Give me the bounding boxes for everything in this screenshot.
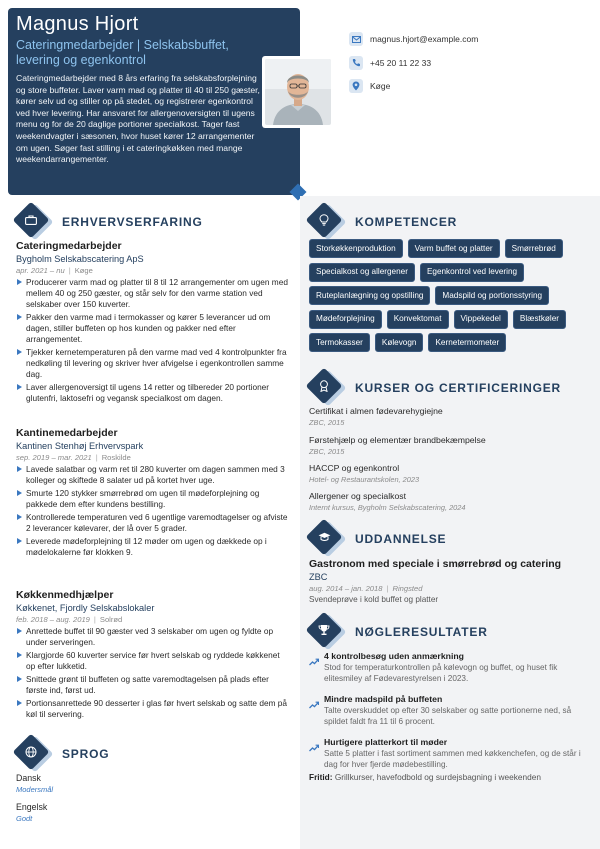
section-heading-education xyxy=(311,524,446,554)
course-entry xyxy=(309,435,591,457)
achievement-description: Satte 5 platter i fast sortiment sammen med køkkenchefen, og de står i dag for hver fjerde mødebestilling. xyxy=(324,749,581,769)
section-title-experience: ERHVERVSERFARING xyxy=(62,215,203,229)
achievement-title: 4 kontrolbesøg uden anmærkning xyxy=(324,651,464,661)
course-entry xyxy=(309,463,591,485)
section-heading-skills xyxy=(311,207,457,237)
job-bullet: Smurte 120 stykker smørrebrød om ugen til mødeforplejning og pakkede dem efter kundens bestilling. xyxy=(16,488,288,510)
education-dates: aug. 2014 – jan. 2018 xyxy=(309,584,383,593)
skills-tag-list xyxy=(309,239,591,357)
education-location: Ringsted xyxy=(392,584,423,593)
candidate-name: Magnus Hjort xyxy=(16,13,139,35)
job-dates: sep. 2019 – mar. 2021 xyxy=(16,453,92,462)
job-bullet: Pakker den varme mad i termokasser og kører 5 leverancer ud om dagen, stiller buffeten op hos kunden og pakker ned efter arrangementet. xyxy=(16,312,288,345)
phone-text: +45 20 11 22 33 xyxy=(370,57,432,68)
job-location: Roskilde xyxy=(101,453,131,462)
section-title-languages: SPROG xyxy=(62,747,110,761)
skill-tag: Mødeforplejning xyxy=(309,310,382,329)
skill-tag: Varm buffet og platter xyxy=(408,239,500,258)
job-company: Bygholm Selskabscatering ApS xyxy=(16,254,144,264)
skill-tag: Specialkost og allergener xyxy=(309,263,415,282)
course-org: ZBC, 2015 xyxy=(309,447,345,456)
job-entry xyxy=(16,427,288,560)
job-title: Cateringmedarbejder xyxy=(16,240,122,252)
contact-location xyxy=(349,79,478,93)
course-name: Førstehjælp og elementær brandbekæmpelse xyxy=(309,435,486,445)
language-name: Engelsk xyxy=(16,802,48,812)
contact-email[interactable] xyxy=(349,32,478,46)
job-bullet: Tjekker kernetemperaturen på den varme mad ved 4 kontrolpunkter fra nedkøling til levering og skriver hver afvigelse i egenkontrollen samme dag. xyxy=(16,347,288,380)
achievement-entry xyxy=(309,651,591,684)
trend-up-icon xyxy=(309,653,319,661)
course-org: Internt kursus, Bygholm Selskabscatering, 2024 xyxy=(309,503,466,512)
skill-tag: Storkøkkenproduktion xyxy=(309,239,403,258)
skill-tag: Kernetermometer xyxy=(428,333,506,352)
job-company: Kantinen Stenhøj Erhvervspark xyxy=(16,441,144,451)
job-bullet: Snittede grønt til buffeten og satte varemodtagelsen på plads efter første ind, først ud. xyxy=(16,674,288,696)
job-bullet: Klargjorde 60 kuverter service før hvert selskab og ryddede køkkenet op efter lukketid. xyxy=(16,650,288,672)
skill-tag: Termokasser xyxy=(309,333,370,352)
free-time-label: Fritid: xyxy=(309,772,333,782)
graduation-cap-icon xyxy=(316,529,332,545)
envelope-icon xyxy=(349,32,363,46)
skill-tag: Konvektomat xyxy=(387,310,449,329)
location-pin-icon xyxy=(349,79,363,93)
section-heading-achievements xyxy=(311,617,488,647)
job-title: Køkkenmedhjælper xyxy=(16,589,114,601)
trophy-icon xyxy=(316,622,332,638)
course-org: ZBC, 2015 xyxy=(309,418,345,427)
trend-up-icon xyxy=(309,696,319,704)
section-title-education: UDDANNELSE xyxy=(355,532,447,546)
job-bullet: Leverede mødeforplejning til 12 møder om ugen og dækkede op i mødelokalerne før klokken 9. xyxy=(16,536,288,558)
skill-tag: Smørrebrød xyxy=(505,239,563,258)
education-entry xyxy=(309,558,591,605)
skill-tag: Madspild og portionsstyring xyxy=(435,286,549,305)
skill-tag: Ruteplanlægning og opstilling xyxy=(309,286,430,305)
language-entry xyxy=(16,802,47,824)
header-card xyxy=(8,8,300,195)
job-dates: apr. 2021 – nu xyxy=(16,266,65,275)
job-bullet: Producerer varm mad og platter til 8 til 12 arrangementer om ugen med mellem 40 og 250 gæster, og står selv for den varme station ved selskaber over 150 kuverter. xyxy=(16,277,288,310)
job-bullet: Portionsanrettede 90 desserter i glas før hvert selskab og satte dem på køl til servering. xyxy=(16,698,288,720)
job-bullet: Lavede salatbar og varm ret til 280 kuverter om dagen sammen med 3 kolleger og skiftede 8 salater ud på kortet hver uge. xyxy=(16,464,288,486)
profile-summary: Cateringmedarbejder med 8 års erfaring fra selskabsforplejning og store buffeter. Laver varm mad og platter til 40 til 250 gæster, kører selv ud og stiller op på stedet, og registrerer egenkontrol ved hver levering. Har ansvaret for allergenoversigten til ugens menu og for de 20 daglige portioner specialkost. Tager fast weekendvagter i sæsonen, hvor huset kører 12 arrangementer om ugen. Søger fast stilling i et cateringkøkken med mange weekendarrangementer. xyxy=(16,73,260,165)
job-bullet: Anrettede buffet til 90 gæster ved 3 selskaber om ugen og fyldte op under serveringen. xyxy=(16,626,288,648)
achievement-description: Talte overskuddet op efter 30 selskaber og satte portionerne ned, så spildet faldt fra 11 til 6 procent. xyxy=(324,706,572,726)
section-title-skills: KOMPETENCER xyxy=(355,215,458,229)
achievement-title: Mindre madspild på buffeten xyxy=(324,694,443,704)
section-heading-experience xyxy=(18,207,203,237)
contact-phone[interactable] xyxy=(349,56,478,70)
job-dates: feb. 2018 – aug. 2019 xyxy=(16,615,90,624)
job-bullets xyxy=(16,626,288,720)
skill-tag: Egenkontrol ved levering xyxy=(420,263,524,282)
skill-tag: Kølevogn xyxy=(375,333,424,352)
job-location: Køge xyxy=(74,266,93,275)
education-school: ZBC xyxy=(309,572,328,582)
job-bullets xyxy=(16,277,288,404)
course-name: HACCP og egenkontrol xyxy=(309,463,400,473)
free-time-text: Grillkurser, havefodbold og surdejsbagning i weekenden xyxy=(334,772,541,782)
trend-up-icon xyxy=(309,739,319,747)
course-name: Allergener og specialkost xyxy=(309,491,407,501)
skill-tag: Vippekedel xyxy=(454,310,508,329)
globe-icon xyxy=(23,744,39,760)
language-level: Godt xyxy=(16,814,33,823)
free-time-line xyxy=(309,772,593,783)
section-title-achievements: NØGLERESULTATER xyxy=(355,625,488,639)
badge-icon xyxy=(316,378,332,394)
job-meta: apr. 2021 – nu | Køge xyxy=(16,266,93,275)
job-meta: sep. 2019 – mar. 2021 | Roskilde xyxy=(16,453,131,462)
job-meta: feb. 2018 – aug. 2019 | Solrød xyxy=(16,615,123,624)
phone-icon xyxy=(349,56,363,70)
achievement-entry xyxy=(309,737,591,770)
job-entry xyxy=(16,589,288,722)
language-level: Modersmål xyxy=(16,785,54,794)
course-name: Certifikat i almen fødevarehygiejne xyxy=(309,406,443,416)
job-bullets xyxy=(16,464,288,558)
lightbulb-icon xyxy=(316,212,332,228)
skill-tag: Blæstkøler xyxy=(513,310,566,329)
section-heading-courses xyxy=(311,373,561,403)
language-entry xyxy=(16,773,53,795)
job-company: Køkkenet, Fjordly Selskabslokaler xyxy=(16,603,155,613)
course-entry xyxy=(309,491,591,513)
achievement-entry xyxy=(309,694,591,727)
briefcase-icon xyxy=(23,212,39,228)
section-heading-languages xyxy=(18,739,109,769)
job-entry xyxy=(16,240,288,406)
achievement-description: Stod for temperaturkontrollen på kølevogn og buffet, og huset fik elitesmiley af Fødevarestyrelsen i 2023. xyxy=(324,663,558,683)
candidate-role: Cateringmedarbejder | Selskabsbuffet, levering og egenkontrol xyxy=(16,38,229,67)
job-bullet: Kontrollerede temperaturen ved 6 ugentlige varemodtagelser og afviste 2 leverancer kølevarer, der lå over 5 grader. xyxy=(16,512,288,534)
course-entry xyxy=(309,406,591,428)
section-title-courses: KURSER OG CERTIFICERINGER xyxy=(355,381,562,395)
job-location: Solrød xyxy=(99,615,123,624)
job-bullet: Laver allergenoversigt til ugens 14 retter og tilbereder 20 portioner glutenfri, laktosefri og vegansk specialkost om dagen. xyxy=(16,382,288,404)
contact-block xyxy=(349,32,478,103)
location-text: Køge xyxy=(370,81,391,91)
profile-photo xyxy=(262,56,334,128)
achievement-title: Hurtigere platterkort til møder xyxy=(324,737,448,747)
education-meta: aug. 2014 – jan. 2018 | Ringsted xyxy=(309,584,423,593)
education-description: Svendeprøve i kold buffet og platter xyxy=(309,595,439,604)
job-title: Kantinemedarbejder xyxy=(16,427,118,439)
language-name: Dansk xyxy=(16,773,41,783)
education-title: Gastronom med speciale i smørrebrød og catering xyxy=(309,558,562,570)
email-text: magnus.hjort@example.com xyxy=(370,34,479,44)
course-org: Hotel- og Restaurantskolen, 2023 xyxy=(309,475,420,484)
